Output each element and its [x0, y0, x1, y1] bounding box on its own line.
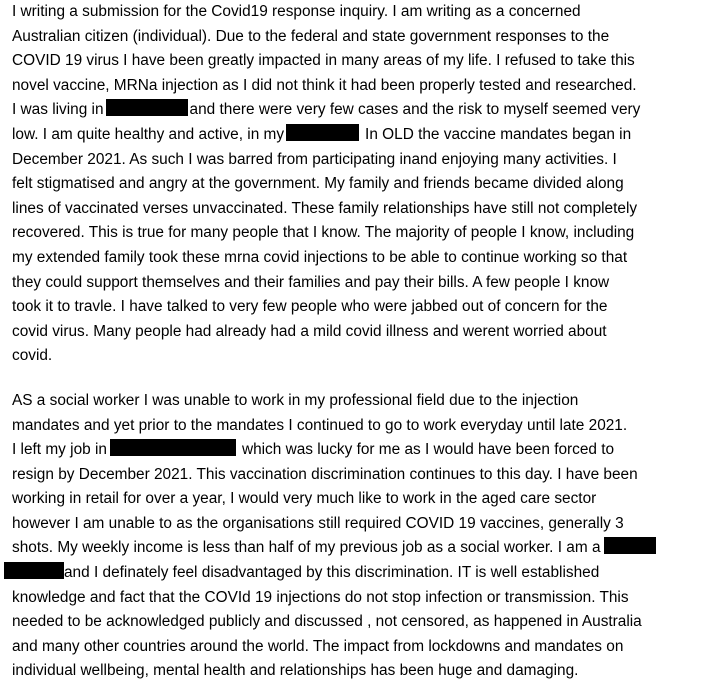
text-line: took it to travle. I have talked to very few people who were jabbed out of concern for the [12, 298, 608, 316]
text-line: my extended family took these mrna covid injections to be able to continue working so that [12, 248, 628, 266]
text-line: individual wellbeing, mental health and relationships has been huge and damaging. [12, 662, 579, 680]
text-line: and many other countries around the world. The impact from lockdowns and mandates on [12, 637, 624, 655]
text-line: COVID 19 virus I have been greatly impacted in many areas of my life. I refused to take this [12, 52, 635, 70]
text-line [12, 536, 706, 561]
text-line [12, 123, 706, 148]
paragraph-1 [12, 0, 706, 369]
text-segment: shots. My weekly income is less than half of my previous job as a social worker. I am a [12, 539, 601, 557]
text-segment: which was lucky for me as I would have been forced to [241, 441, 615, 459]
paragraph-2 [12, 389, 706, 684]
text-line: I writing a submission for the Covid19 response inquiry. I am writing as a concerned [12, 3, 581, 20]
redaction-box [4, 562, 64, 579]
text-segment: and I definately feel disadvantaged by this discrimination. IT is well established [64, 564, 600, 582]
text-line [12, 98, 706, 123]
redaction-box [286, 124, 359, 141]
redaction-box [106, 99, 188, 116]
text-line: mandates and yet prior to the mandates I continued to go to work everyday until late 2021. [12, 416, 628, 434]
text-line [12, 561, 706, 586]
text-line: they could support themselves and their families and pay their bills. A few people I know [12, 273, 610, 291]
text-line: working in retail for over a year, I would very much like to work in the aged care sector [12, 490, 597, 508]
text-line: lines of vaccinated verses unvaccinated. These family relationships have still not completely [12, 199, 638, 217]
text-line: covid virus. Many people had already had a mild covid illness and werent worried about [12, 322, 607, 340]
text-line: December 2021. As such I was barred from participating inand enjoying many activities. I [12, 150, 617, 168]
text-segment: and there were very few cases and the risk to myself seemed very [189, 101, 641, 119]
text-line: needed to be acknowledged publicly and discussed , not censored, as happened in Australia [12, 613, 642, 631]
text-segment: I left my job in [12, 441, 107, 459]
text-line [12, 438, 706, 463]
text-line: AS a social worker I was unable to work in my professional field due to the injection [12, 391, 579, 409]
text-line: Australian citizen (individual). Due to the federal and state government responses to the [12, 27, 610, 45]
text-line: felt stigmatised and angry at the government. My family and friends became divided along [12, 175, 624, 193]
text-line: novel vaccine, MRNa injection as I did not think it had been properly tested and researched. [12, 76, 637, 94]
redaction-box [604, 537, 656, 554]
text-segment: I was living in [12, 101, 104, 119]
text-line: covid. [12, 347, 53, 365]
text-line: however I am unable to as the organisations still required COVID 19 vaccines, generally 3 [12, 514, 624, 532]
text-line: knowledge and fact that the COVId 19 injections do not stop infection or transmission. This [12, 588, 629, 606]
document-body [12, 0, 706, 684]
text-line: resign by December 2021. This vaccination discrimination continues to this day. I have been [12, 465, 638, 483]
redaction-box [110, 439, 236, 456]
text-segment: In OLD the vaccine mandates began in [365, 125, 632, 143]
text-segment: low. I am quite healthy and active, in my [12, 125, 285, 143]
text-line: recovered. This is true for many people that I know. The majority of people I know, including [12, 224, 635, 242]
